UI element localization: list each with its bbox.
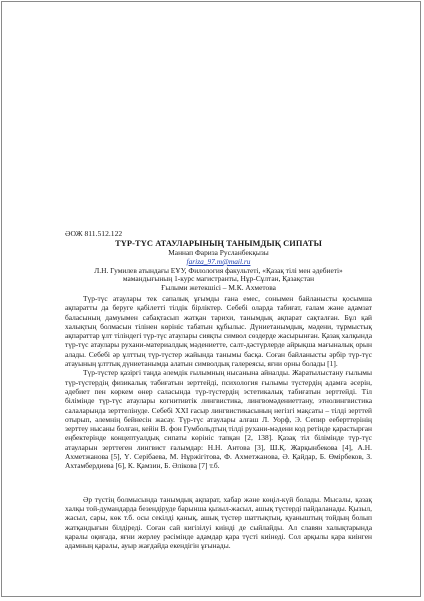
affiliation-line-1: Л.Н. Гумилев атындағы ЕҰУ, Филология факультеті, «Қазақ тілі мен әдебиеті» bbox=[94, 265, 343, 275]
author-email-link[interactable]: fariza_97.m@mail.ru bbox=[186, 256, 251, 266]
supervisor-line: Ғылыми жетекшісі – М.К. Ахметова bbox=[161, 283, 276, 293]
paragraph-2: Түр-түстер қазіргі таңда әлемдік ғылымның нысанына айналды. Жаратылыстану ғылымы түр-түстердің физикалық табиғатын зерттейді, психология ғылымы түстердің адамға әсерін, әдебиет пен көркем өнер саласында түр-түстердің эстетикалық табиғатын зерттейді. Тіл білімінде түр-түс атаулары когнитивтік лингвистика, лингвомәдениеттану, этнолингвистика салаларында зерттелінуде. Себебі XXI ғасыр лингвистикасының негізгі мақсаты – тілді зерттей отырып, әлемнің бейнесін жасау. Түр-түс атаулары алғаш Л. Уорф, Э. Сепир ееберттерінің зерттеу нысаны болған, кейін В. фон Гумбольдтың тілді рухани-мәдени код ретінде қарастырған еңбектерінде концептуалдық сипаты көрініс тапқан [2, 138]. Қазақ тіл білімінде түр-түс атауларын зерттеген лингвист ғалымдар: Н.Н. Антова [3], Ш.Қ. Жарқынбекова [4], А.Н. Ахметжанова [5], Ү. Серібаева, М. Нұржігітова, Ф. Ахметжанова, Ә. Қайдар, Б. Өмірбеков, З. Ахтамбердиева [6], К. Қамзин, Б. Әлікова [7] т.б. bbox=[65, 368, 372, 471]
paragraph-gap bbox=[65, 471, 372, 495]
article bbox=[65, 229, 372, 550]
author-name: Маннап Фариза Русланбекқызы bbox=[168, 248, 269, 257]
document-page bbox=[1, 1, 421, 597]
article-title: ТҮР-ТҮС АТАУЛАРЫНЫҢ ТАНЫМДЫҚ СИПАТЫ bbox=[115, 239, 322, 248]
body-text bbox=[65, 294, 372, 550]
paragraph-3: Әр түстің болмысында танымдық ақпарат, хабар және көңіл-күй болады. Мысалы, қазақ халқы той-думандарда безендіруде барынша қызыл-жасыл, ашық түстерді пайдаланады. Қызыл, жасыл, сары, көк т.б. осы секілді қанық, ашық түстер шаттықтың, қуаныштың тойдың болып жатқандығын білдіреді. Соған сай кигізілуі киінді де сыйлайды. Ал славян халықтарында қаралы оқиғада, яғни жерлеу рәсімінде адамдар қара түсті киінеді. Сол арқылы қара киінген адамның қаралы, ауыр жағдайда екендігін ұғынады. bbox=[65, 494, 372, 551]
paragraph-1: Түр-түс атаулары тек сапалық ұғымды ғана емес, сонымен байланысты қосымша ақпаратты да беруге қабілетті тілдік бірліктер. Себебі оларда табиғат, ғалам және адамзат баласының дамуымен сабақтасып жатқан тарихи, танымдық ақпарат сақталған. Бұл қай халықтың болмасын тілінен көрініс табатын құбылыс. Дүниетанымдық, мәдени, тұрмыстық ақпараттар ұлт тіліндегі түр-түс атаулары сияқты символ сөздерде жасырынған. Қазақ халқында түр-түс атаулары рухани-материалдық мәдениетте, салт-дәстүрлерде айрықша мағыналық орын алады. Себебі әр ұлттың түр-түстер жайында танымы басқа. Соған байланысты әрбір түр-түс атауының ұлттық дүниетанымда алатын символдық галереясы, яғни орны болады [1]. bbox=[65, 293, 372, 369]
udc-code: ӘОЖ 811.512.122 bbox=[65, 229, 123, 238]
affiliation-line-2: мамандығының 1-курс магистранты, Нұр-Сұлтан, Қазақстан bbox=[122, 274, 315, 284]
